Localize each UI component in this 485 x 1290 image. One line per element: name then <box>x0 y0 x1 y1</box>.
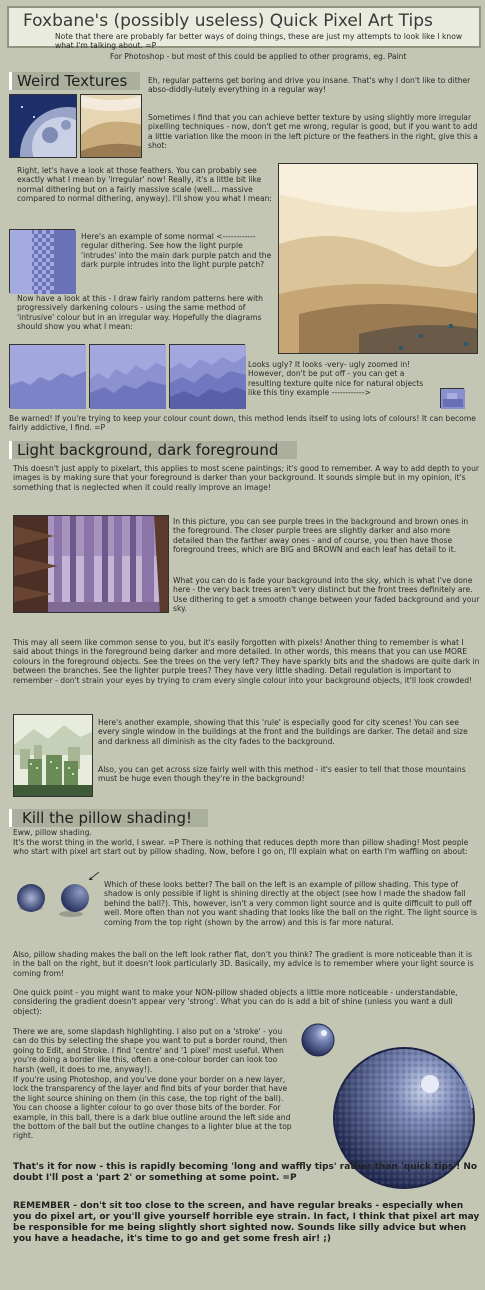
page-title: Foxbane's (possibly useless) Quick Pixel Art Tips <box>23 11 433 31</box>
city-image <box>13 714 93 797</box>
pillow-p7: If you're using Photoshop, and you've done your border on a new layer, lock the transparency of the layer and find bits of your border that have the light source shining on them (in this case, the top right of the ball). You can choose a lighter colour to go over those bits of the border. For example, in this ball, there is a dark blue outline around the left side and the bottom of the ball but the outline changes to a lighter blue at the top right. <box>13 1075 292 1141</box>
header-box <box>7 6 481 48</box>
section-title-light: Light background, dark foreground <box>17 441 279 459</box>
pillow-p8: That's it for now - this is rapidly becoming 'long and waffly tips' rather than 'quick tips'! No doubt I'll post a 'part 2' or something at some point. =P <box>13 1162 478 1183</box>
weird-p3: Right, let's have a look at those feathers. You can probably see exactly what I mean by 'irregular' now! Really, it's a little bit like normal dithering but on a fairly massive scale (well... massive compared to normal dithering, anyway). I'll show you what I mean: <box>17 166 272 204</box>
pillow-p4: Also, pillow shading makes the ball on the left look rather flat, don't you think? The gradient is more noticeable than it is in the ball on the right, but it doesn't look particularly 3D. Basically, my advice is to remember where your light source is coming from! <box>13 950 474 978</box>
weird-p7: Be warned! If you're trying to keep your colour count down, this method lends itself to using lots of colours! It can become fairly addictive, I find. =P <box>9 414 476 433</box>
photoshop-note: For Photoshop - but most of this could be applied to other programs, eg. Paint <box>110 52 407 61</box>
pillow-p9: REMEMBER - don't sit too close to the screen, and have regular breaks - especially when you do pixel art, or you'll give yourself horrible eye strain. In fact, I think that pixel art may be responsible for me being slightly short sighted now. Sounds like silly advice but when you have a headache, it's time to go and get some fresh air! ;) <box>13 1201 480 1244</box>
section-title-pillow: Kill the pillow shading! <box>22 809 192 827</box>
weird-p6: Looks ugly? It looks -very- ugly zoomed in! However, don't be put off - you can get a resulting texture quite nice for natural objects like this tiny example ------------> <box>248 360 424 398</box>
feather-large-image <box>278 163 478 354</box>
light-p2: In this picture, you can see purple trees in the background and brown ones in the foreground. The closer purple trees are slightly darker and also more detailed than the farther away ones - and of course, you then have those foreground trees, which are BIG and BROWN and each leaf has detail to it. <box>173 517 469 555</box>
weird-p5: Now have a look at this - I draw fairly random patterns here with progressively darkening colours - using the same method of 'intrusive' colour but in an irregular way. Hopefully the diagrams should show you what I mean: <box>17 294 263 332</box>
light-p4: This may all seem like common sense to you, but it's easily forgotten with pixels! Another thing to remember is what I said about things in the foreground being darker and more detailed. In other words, this means that you can use MORE colours in the foreground objects. See the trees on the very left? They have sparkly bits and the shadows are quite dark in between the branches. See the lighter purple trees? They have very little shading. Detail regulation is important to remember - don't strain your eyes by trying to cram every single colour into your background objects, it'll look crowded! <box>13 638 480 685</box>
pillow-p5: One quick point - you might want to make your NON-pillow shaded objects a little more noticeable - understandable, considering the gradient doesn't appear very 'strong'. What you can do is add a bit of shine (unless you want a dull object): <box>13 988 458 1016</box>
irregular-dither-image-1 <box>9 344 85 408</box>
pillow-p2: It's the worst thing in the world, I swear. =P There is nothing that reduces depth more than pillow shading! Most people who start with pixel art start out by pillow shading. Now, before I go on, I'll explain what on earth I'm waffling on about: <box>13 838 469 857</box>
feather-thumb-image <box>80 94 142 158</box>
irregular-dither-image-2 <box>89 344 165 408</box>
regular-dither-image <box>9 229 75 293</box>
light-p3: What you can do is fade your background into the sky, which is what I've done here - the very back trees aren't very distinct but the front trees definitely are. Use dithering to get a smooth change between your faded background and your sky. <box>173 576 480 614</box>
weird-p1: Eh, regular patterns get boring and drive you insane. That's why I don't like to dither abso-diddly-lutely everything in a regular way! <box>148 76 471 95</box>
tiny-texture-example <box>440 388 464 408</box>
pillow-p1: Eww, pillow shading. <box>13 828 92 837</box>
weird-p4: Here's an example of some normal <------------ regular dithering. See how the light purple 'intrudes' into the main dark purple patch and the dark purple intrudes into the light purple patch? <box>81 232 272 270</box>
forest-image <box>13 515 169 613</box>
weird-p2: Sometimes I find that you can achieve better texture by using slightly more irregular pixelling techniques - now, don't get me wrong, regular is good, but if you want to add a little variation like the moon in the left picture or the feathers in the right, give this a shot: <box>148 113 478 151</box>
pillow-p6: There we are, some slapdash highlighting. I also put on a 'stroke' - you can do this by selecting the shape you want to put a border round, then going to Edit, and Stroke. I find 'centre' and '1 pixel' most useful. When you're doing a border like this, often a one-colour border can look too harsh (well, it does to me, anyway!). <box>13 1027 288 1074</box>
light-p5: Here's another example, showing that this 'rule' is especially good for city scenes! You can see every single window in the buildings at the front and the buildings are darker. The detail and size and darkness all diminish as the city fades to the background. <box>98 718 468 746</box>
pillow-p3: Which of these looks better? The ball on the left is an example of pillow shading. This type of shadow is only possible if light is shining directly at the object (see how I made the shadow fall behind the ball?). This, however, isn't a very common light source and is quite difficult to pull off well. More often than not you want shading that looks like the ball on the right. The light source is coming from the top right (shown by the arrow) and this is far more natural. <box>104 880 477 927</box>
ball-comparison-image <box>13 870 101 920</box>
light-p1: This doesn't just apply to pixelart, this applies to most scene paintings; it's good to remember. A way to add depth to your images is by making sure that your foreground is darker than your background. It sounds simple but in my opinion, it's something that is neglected when it could really improve an image! <box>13 464 480 492</box>
section-title-weird: Weird Textures <box>17 72 128 90</box>
light-p6: Also, you can get across size fairly well with this method - it's easier to tell that those mountains must be huge even though they're in the background! <box>98 765 466 784</box>
header-subtitle: Note that there are probably far better ways of doing things, these are just my attempts to look like I know what I'm talking about. =P <box>55 32 463 50</box>
moon-image <box>9 94 77 158</box>
irregular-dither-image-3 <box>169 344 245 408</box>
